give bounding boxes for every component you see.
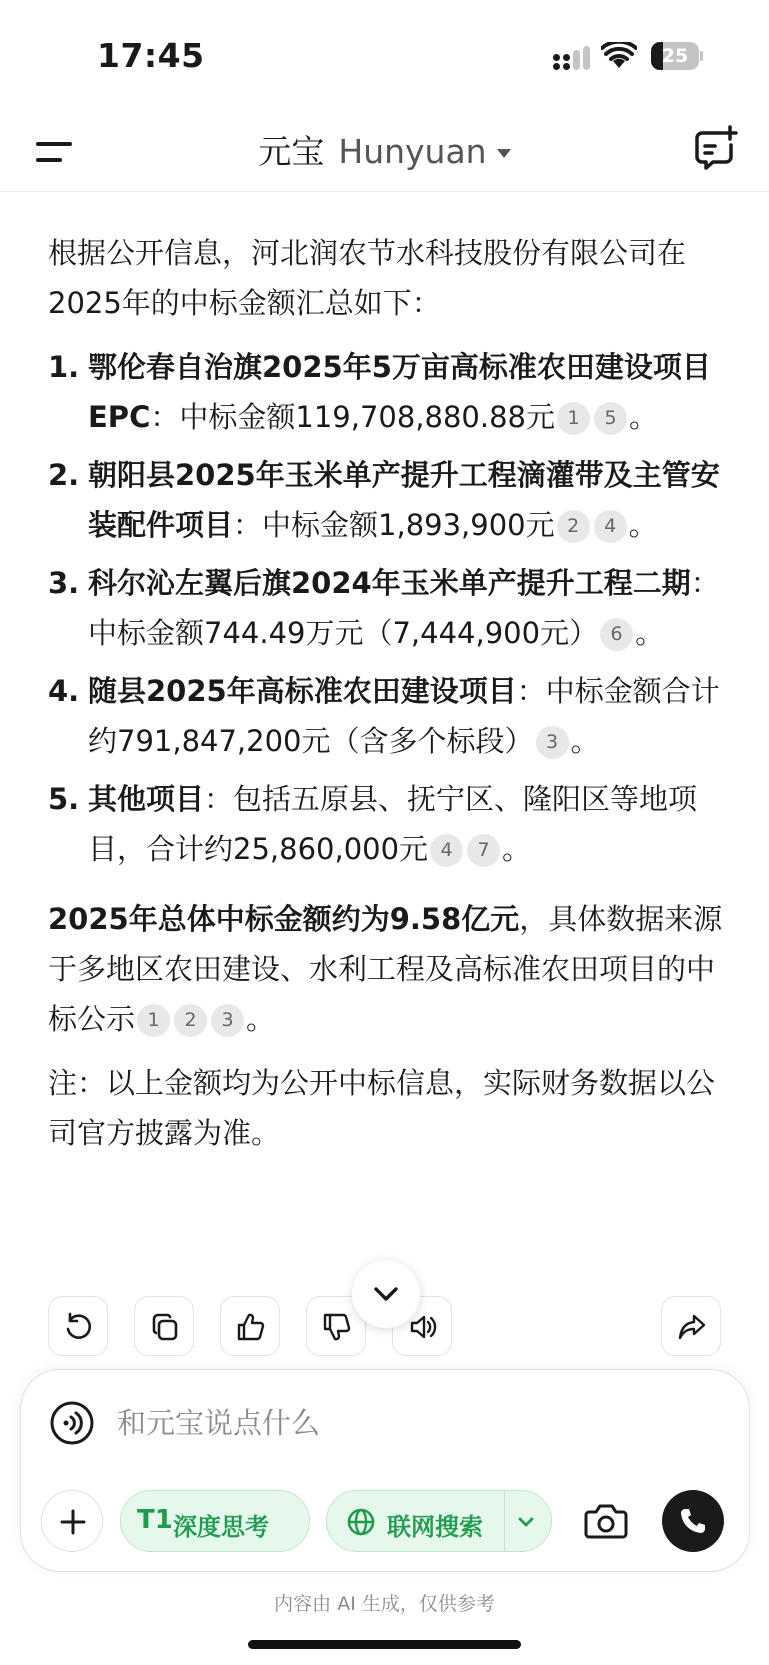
list-item: 1. 鄂伦春自治旗2025年5万亩高标准农田建设项目EPC：中标金额119,708,880.88元 1 5 。: [48, 350, 711, 434]
citation-badge[interactable]: 5: [594, 402, 627, 435]
regenerate-button[interactable]: [48, 1296, 108, 1356]
add-attachment-button[interactable]: [41, 1490, 103, 1552]
message-intro: 根据公开信息，河北润农节水科技股份有限公司在2025年的中标金额汇总如下：: [48, 236, 687, 320]
citation-badge[interactable]: 2: [174, 1004, 207, 1037]
citation-badge[interactable]: 6: [600, 618, 633, 651]
speaker-icon: [408, 1312, 438, 1342]
message-note: 注：以上金额均为公开中标信息，实际财务数据以公司官方披露为准。: [48, 1066, 716, 1150]
scroll-down-button[interactable]: [352, 1260, 420, 1328]
battery-icon: [651, 42, 703, 70]
list-item: 2. 朝阳县2025年玉米单产提升工程滴灌带及主管安装配件项目：中标金额1,893,900元 2 4 。: [48, 458, 720, 542]
list-item: 3. 科尔沁左翼后旗2024年玉米单产提升工程二期：中标金额744.49万元（7,444,900元） 6 。: [48, 566, 720, 650]
chevron-down-icon[interactable]: [517, 1515, 535, 1529]
deep-think-label: 深度思考: [173, 1513, 269, 1541]
citation-badge[interactable]: 4: [594, 510, 627, 543]
citation-badge[interactable]: 7: [467, 834, 500, 867]
composer: [20, 1369, 750, 1572]
globe-icon: [347, 1508, 375, 1536]
model-name: Hunyuan: [338, 132, 487, 171]
citation-badge[interactable]: 1: [137, 1004, 170, 1037]
copy-icon: [150, 1312, 180, 1342]
deep-think-toggle[interactable]: [120, 1490, 310, 1552]
web-search-toggle[interactable]: [326, 1490, 552, 1552]
thumbs-down-icon: [322, 1312, 352, 1342]
status-bar: [0, 0, 769, 110]
wifi-icon: [601, 42, 637, 70]
new-chat-icon[interactable]: [692, 125, 738, 171]
plus-icon: [60, 1509, 86, 1535]
caret-down-icon: [497, 149, 511, 158]
refresh-icon: [64, 1312, 94, 1342]
list-item: 5. 其他项目：包括五原县、抚宁区、隆阳区等地项目，合计约25,860,000元 4 7 。: [48, 782, 698, 866]
app-header: [0, 110, 769, 192]
voice-input-icon[interactable]: [49, 1400, 95, 1446]
citation-badge[interactable]: 2: [557, 510, 590, 543]
citation-badge[interactable]: 3: [536, 726, 569, 759]
citation-badge[interactable]: 1: [557, 402, 590, 435]
model-selector[interactable]: [0, 126, 769, 173]
phone-icon: [678, 1506, 708, 1536]
copy-button[interactable]: [134, 1296, 194, 1356]
citation-badge[interactable]: 4: [430, 834, 463, 867]
thumbs-up-icon: [236, 1312, 266, 1342]
message-input[interactable]: [117, 1395, 677, 1451]
app-brand: 元宝: [258, 132, 325, 171]
voice-call-button[interactable]: [662, 1490, 724, 1552]
citation-badge[interactable]: 3: [211, 1004, 244, 1037]
assistant-message: [48, 228, 728, 1172]
share-icon: [677, 1312, 707, 1342]
battery-level: 25: [661, 45, 689, 67]
ai-disclaimer: 内容由 AI 生成，仅供参考: [274, 1593, 495, 1615]
cellular-signal-icon: [553, 46, 591, 72]
deep-think-badge: T1: [137, 1505, 173, 1535]
chevron-down-icon: [372, 1282, 400, 1306]
list-item: 4. 随县2025年高标准农田建设项目：中标金额合计约791,847,200元（含多个标段） 3 。: [48, 674, 720, 758]
like-button[interactable]: [220, 1296, 280, 1356]
home-indicator: [248, 1640, 521, 1649]
web-search-label: 联网搜索: [387, 1513, 483, 1541]
bid-list: [48, 342, 728, 874]
message-summary: 2025年总体中标金额约为9.58亿元，具体数据来源于多地区农田建设、水利工程及高标准农田项目的中标公示 1 2 3 。: [48, 902, 723, 1036]
camera-icon[interactable]: [581, 1496, 631, 1546]
share-button[interactable]: [661, 1296, 721, 1356]
status-time: 17:45: [97, 36, 205, 75]
